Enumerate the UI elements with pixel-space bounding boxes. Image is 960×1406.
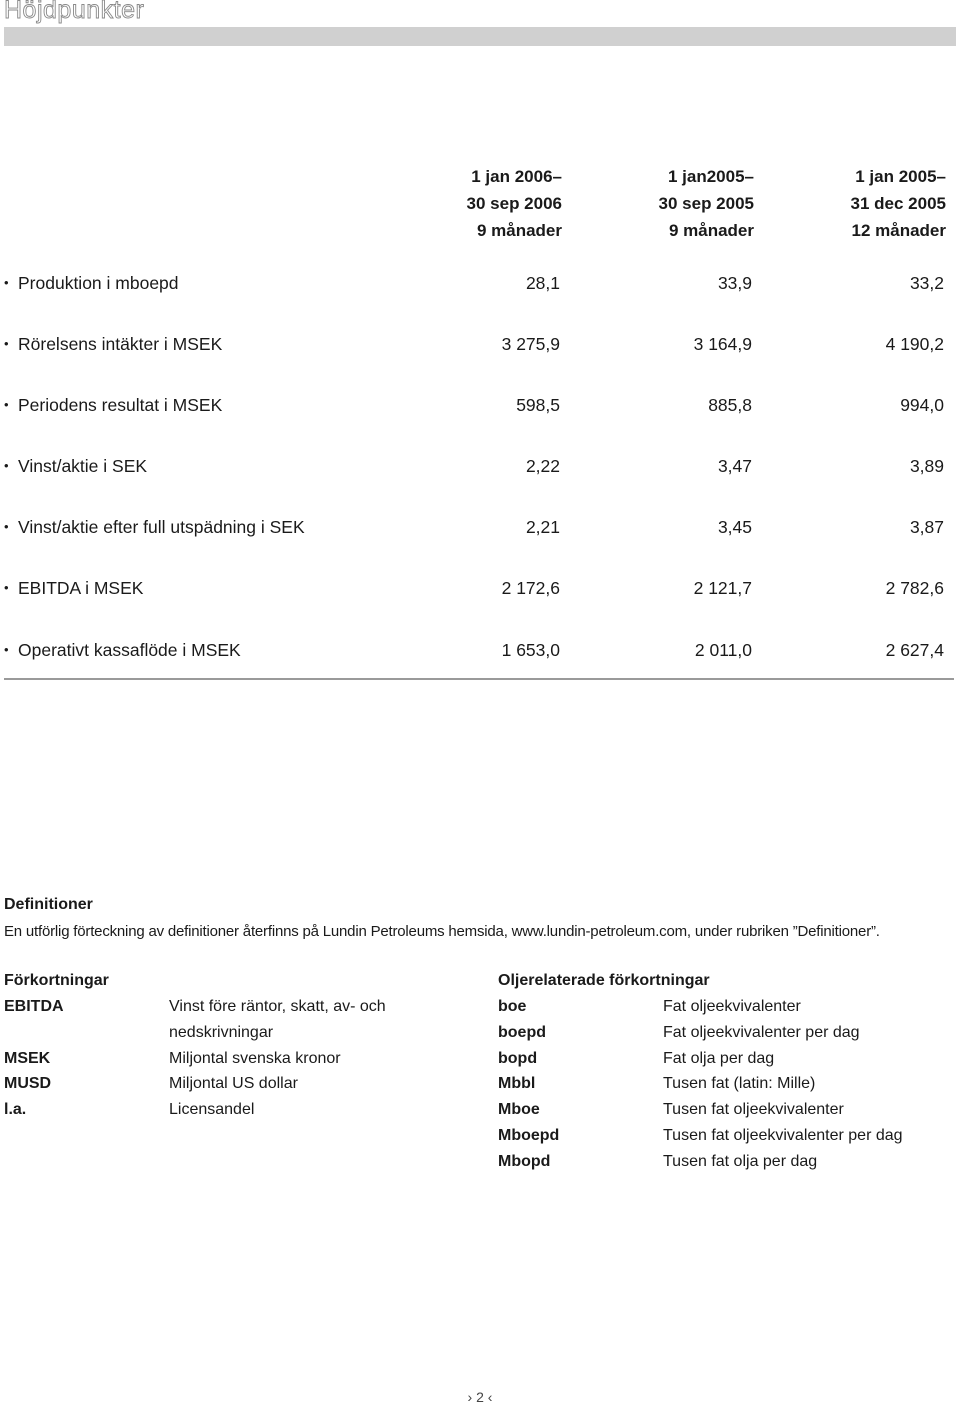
row-value: 2 172,6 bbox=[501, 578, 560, 598]
page-title: Höjdpunkter bbox=[4, 0, 145, 24]
abbreviation-term: EBITDA bbox=[4, 998, 64, 1015]
oil-abbreviations-title: Oljerelaterade förkortningar bbox=[498, 972, 710, 989]
row-label: Operativt kassaflöde i MSEK bbox=[18, 640, 241, 660]
abbreviation-term: Mbopd bbox=[498, 1153, 551, 1170]
abbreviation-desc: Fat oljeekvivalenter per dag bbox=[663, 1024, 860, 1041]
row-label: Vinst/aktie efter full utspädning i SEK bbox=[18, 517, 305, 537]
bullet-icon: • bbox=[4, 458, 9, 473]
table-row bbox=[0, 270, 960, 296]
table-row bbox=[0, 331, 960, 357]
abbreviation-term: MSEK bbox=[4, 1050, 51, 1067]
column-header-line: 30 sep 2005 bbox=[658, 194, 754, 213]
abbreviation-desc: Vinst före räntor, skatt, av- och bbox=[169, 998, 386, 1015]
row-value: 3 275,9 bbox=[501, 334, 560, 354]
abbreviation-term: boepd bbox=[498, 1024, 546, 1041]
abbreviation-desc: nedskrivningar bbox=[169, 1024, 274, 1041]
row-value: 28,1 bbox=[525, 273, 560, 293]
abbreviation-desc: Fat oljeekvivalenter bbox=[663, 998, 801, 1015]
row-value: 3,47 bbox=[717, 456, 752, 476]
row-value: 3,45 bbox=[717, 517, 752, 537]
table-row bbox=[0, 453, 960, 479]
bullet-icon: • bbox=[4, 397, 9, 412]
row-value: 1 653,0 bbox=[501, 640, 560, 660]
row-label: Vinst/aktie i SEK bbox=[18, 456, 148, 476]
column-header-line: 30 sep 2006 bbox=[466, 194, 562, 213]
row-value: 2,22 bbox=[525, 456, 560, 476]
title-bar bbox=[4, 27, 956, 46]
table-bottom-rule bbox=[4, 678, 954, 680]
row-value: 2,21 bbox=[525, 517, 560, 537]
bullet-icon: • bbox=[4, 519, 9, 534]
column-header-line: 9 månader bbox=[668, 221, 754, 240]
column-header-line: 9 månader bbox=[476, 221, 562, 240]
abbreviation-desc: Fat olja per dag bbox=[663, 1050, 775, 1067]
row-value: 33,2 bbox=[909, 273, 944, 293]
bullet-icon: • bbox=[4, 580, 9, 595]
column-header-3 bbox=[686, 163, 946, 244]
abbreviation-term: bopd bbox=[498, 1050, 538, 1067]
row-value: 3 164,9 bbox=[693, 334, 752, 354]
abbreviation-desc: Miljontal US dollar bbox=[169, 1075, 298, 1092]
table-row bbox=[0, 637, 960, 663]
table-row bbox=[0, 514, 960, 540]
row-label: Rörelsens intäkter i MSEK bbox=[18, 334, 223, 354]
bullet-icon: • bbox=[4, 336, 9, 351]
row-value: 2 627,4 bbox=[885, 640, 944, 660]
row-value: 2 011,0 bbox=[694, 640, 752, 660]
column-header-line: 12 månader bbox=[851, 221, 946, 240]
abbreviation-term: Mbbl bbox=[498, 1075, 536, 1092]
row-value: 3,87 bbox=[909, 517, 944, 537]
row-label: Periodens resultat i MSEK bbox=[18, 395, 223, 415]
abbreviation-desc: Tusen fat olja per dag bbox=[663, 1153, 818, 1170]
abbreviation-term: boe bbox=[498, 998, 527, 1015]
abbreviation-term: Mboe bbox=[498, 1101, 540, 1118]
abbreviation-term: MUSD bbox=[4, 1075, 52, 1092]
row-value: 3,89 bbox=[909, 456, 944, 476]
abbreviation-desc: Tusen fat oljeekvivalenter bbox=[663, 1101, 844, 1118]
row-label: EBITDA i MSEK bbox=[18, 578, 144, 598]
column-header-line: 1 jan 2006– bbox=[471, 167, 562, 186]
column-header-line: 1 jan2005– bbox=[667, 167, 754, 186]
abbreviation-desc: Licensandel bbox=[169, 1101, 255, 1118]
definitions-title: Definitioner bbox=[4, 896, 93, 913]
page-number: › 2 ‹ bbox=[467, 1389, 493, 1405]
bullet-icon: • bbox=[4, 642, 9, 657]
row-value: 33,9 bbox=[717, 273, 752, 293]
row-value: 885,8 bbox=[708, 395, 752, 415]
abbreviations-title: Förkortningar bbox=[4, 972, 109, 989]
definitions-text: En utförlig förteckning av definitioner återfinns på Lundin Petroleums hemsida, www.lundin-petroleum.com, under rubriken ”Definitioner”. bbox=[4, 923, 880, 940]
abbreviation-desc: Tusen fat (latin: Mille) bbox=[663, 1075, 816, 1092]
bullet-icon: • bbox=[4, 275, 9, 290]
row-value: 2 782,6 bbox=[885, 578, 944, 598]
abbreviation-desc: Tusen fat oljeekvivalenter per dag bbox=[663, 1127, 903, 1144]
row-value: 4 190,2 bbox=[885, 334, 944, 354]
table-row bbox=[0, 575, 960, 601]
row-value: 598,5 bbox=[516, 395, 560, 415]
column-header-line: 31 dec 2005 bbox=[850, 194, 946, 213]
abbreviation-term: l.a. bbox=[4, 1101, 27, 1118]
abbreviation-desc: Miljontal svenska kronor bbox=[169, 1050, 341, 1067]
row-value: 2 121,7 bbox=[693, 578, 752, 598]
column-header-line: 1 jan 2005– bbox=[855, 167, 946, 186]
table-row bbox=[0, 392, 960, 418]
row-value: 994,0 bbox=[900, 395, 944, 415]
abbreviation-term: Mboepd bbox=[498, 1127, 560, 1144]
row-label: Produktion i mboepd bbox=[18, 273, 179, 293]
